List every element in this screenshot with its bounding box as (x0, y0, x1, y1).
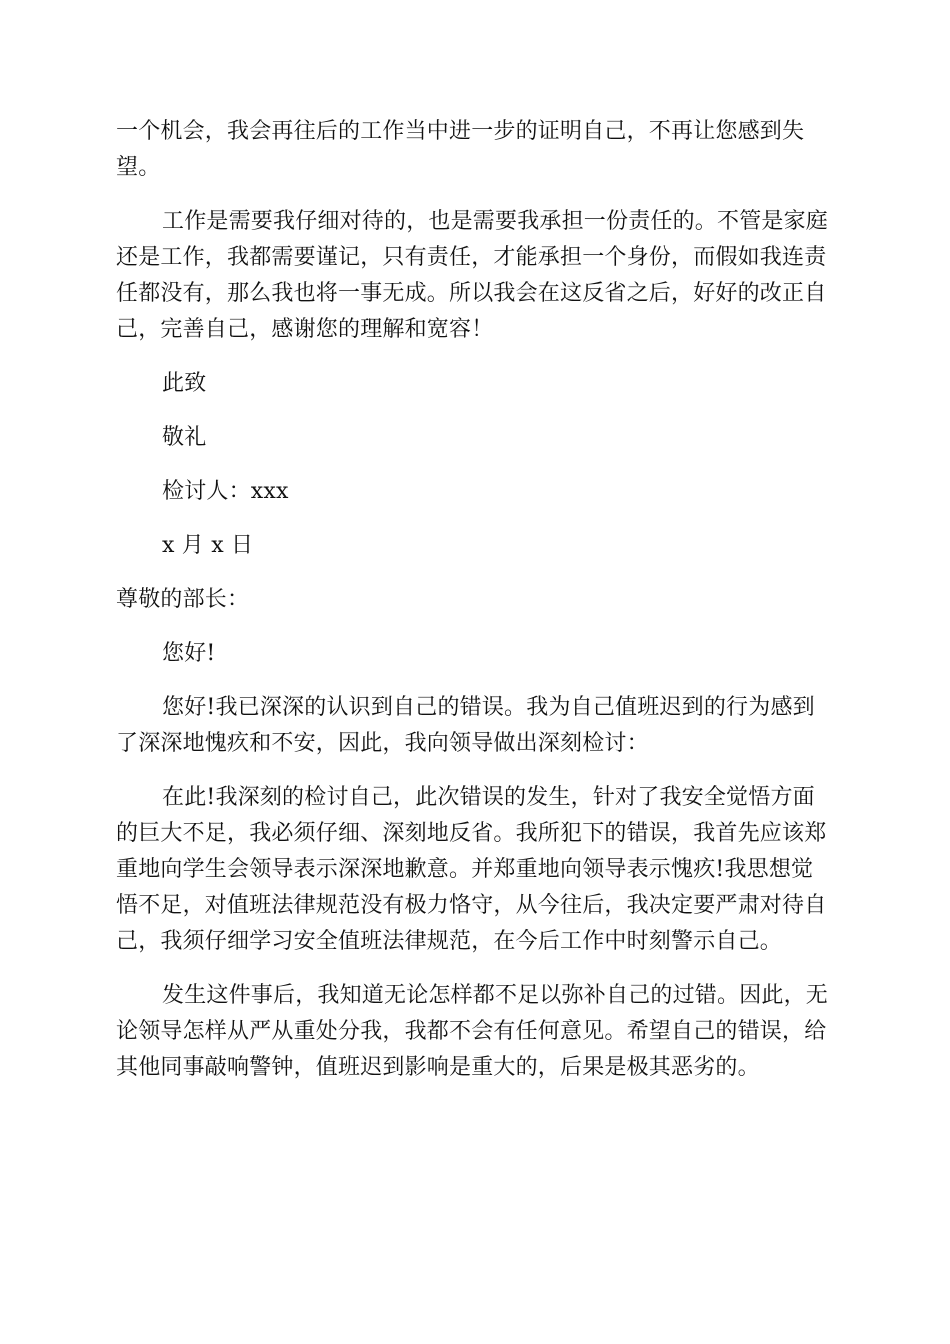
text-line: 己，完善自己，感谢您的理解和宽容！ (116, 317, 494, 342)
paragraph (116, 978, 836, 1086)
closing-line: 此致 (162, 371, 207, 396)
paragraph (116, 204, 836, 348)
text-line: 您好!我已深深的认识到自己的错误。我为自己值班迟到的行为感到 (162, 695, 815, 720)
text-line: 其他同事敲响警钟，值班迟到影响是重大的，后果是极其恶劣的。 (116, 1055, 760, 1080)
text-line: 了深深地愧疚和不安，因此，我向领导做出深刻检讨： (116, 731, 649, 756)
text-line: 还是工作，我都需要谨记，只有责任，才能承担一个身份，而假如我连责 (116, 245, 827, 270)
text-line: 的巨大不足，我必须仔细、深刻地反省。我所犯下的错误，我首先应该郑 (116, 821, 827, 846)
salutation: 尊敬的部长： (116, 587, 250, 612)
text-line: 悟不足，对值班法律规范没有极力恪守，从今往后，我决定要严肃对待自 (116, 893, 827, 918)
text-line: 论领导怎样从严从重处分我，我都不会有任何意见。希望自己的错误，给 (116, 1019, 827, 1044)
text-line: 任都没有，那么我也将一事无成。所以我会在这反省之后，好好的改正自 (116, 281, 827, 306)
text-line: 望。 (116, 155, 161, 180)
date: x 月 x 日 (162, 533, 254, 558)
closing-line: 敬礼 (162, 425, 207, 450)
text-line: 重地向学生会领导表示深深地歉意。并郑重地向领导表示愧疚!我思想觉 (116, 857, 814, 882)
text-line: 在此!我深刻的检讨自己，此次错误的发生，针对了我安全觉悟方面 (162, 785, 815, 810)
document-page (116, 114, 836, 1086)
paragraph (116, 690, 836, 762)
text-line: 工作是需要我仔细对待的，也是需要我承担一份责任的。不管是家庭 (162, 209, 829, 234)
signature: 检讨人：xxx (162, 479, 289, 504)
paragraph (116, 114, 836, 186)
text-line: 一个机会，我会再往后的工作当中进一步的证明自己，不再让您感到失 (116, 119, 805, 144)
text-line: 己，我须仔细学习安全值班法律规范，在今后工作中时刻警示自己。 (116, 929, 783, 954)
greeting: 您好! (162, 641, 216, 666)
paragraph (116, 780, 836, 960)
text-line: 发生这件事后，我知道无论怎样都不足以弥补自己的过错。因此，无 (162, 983, 829, 1008)
